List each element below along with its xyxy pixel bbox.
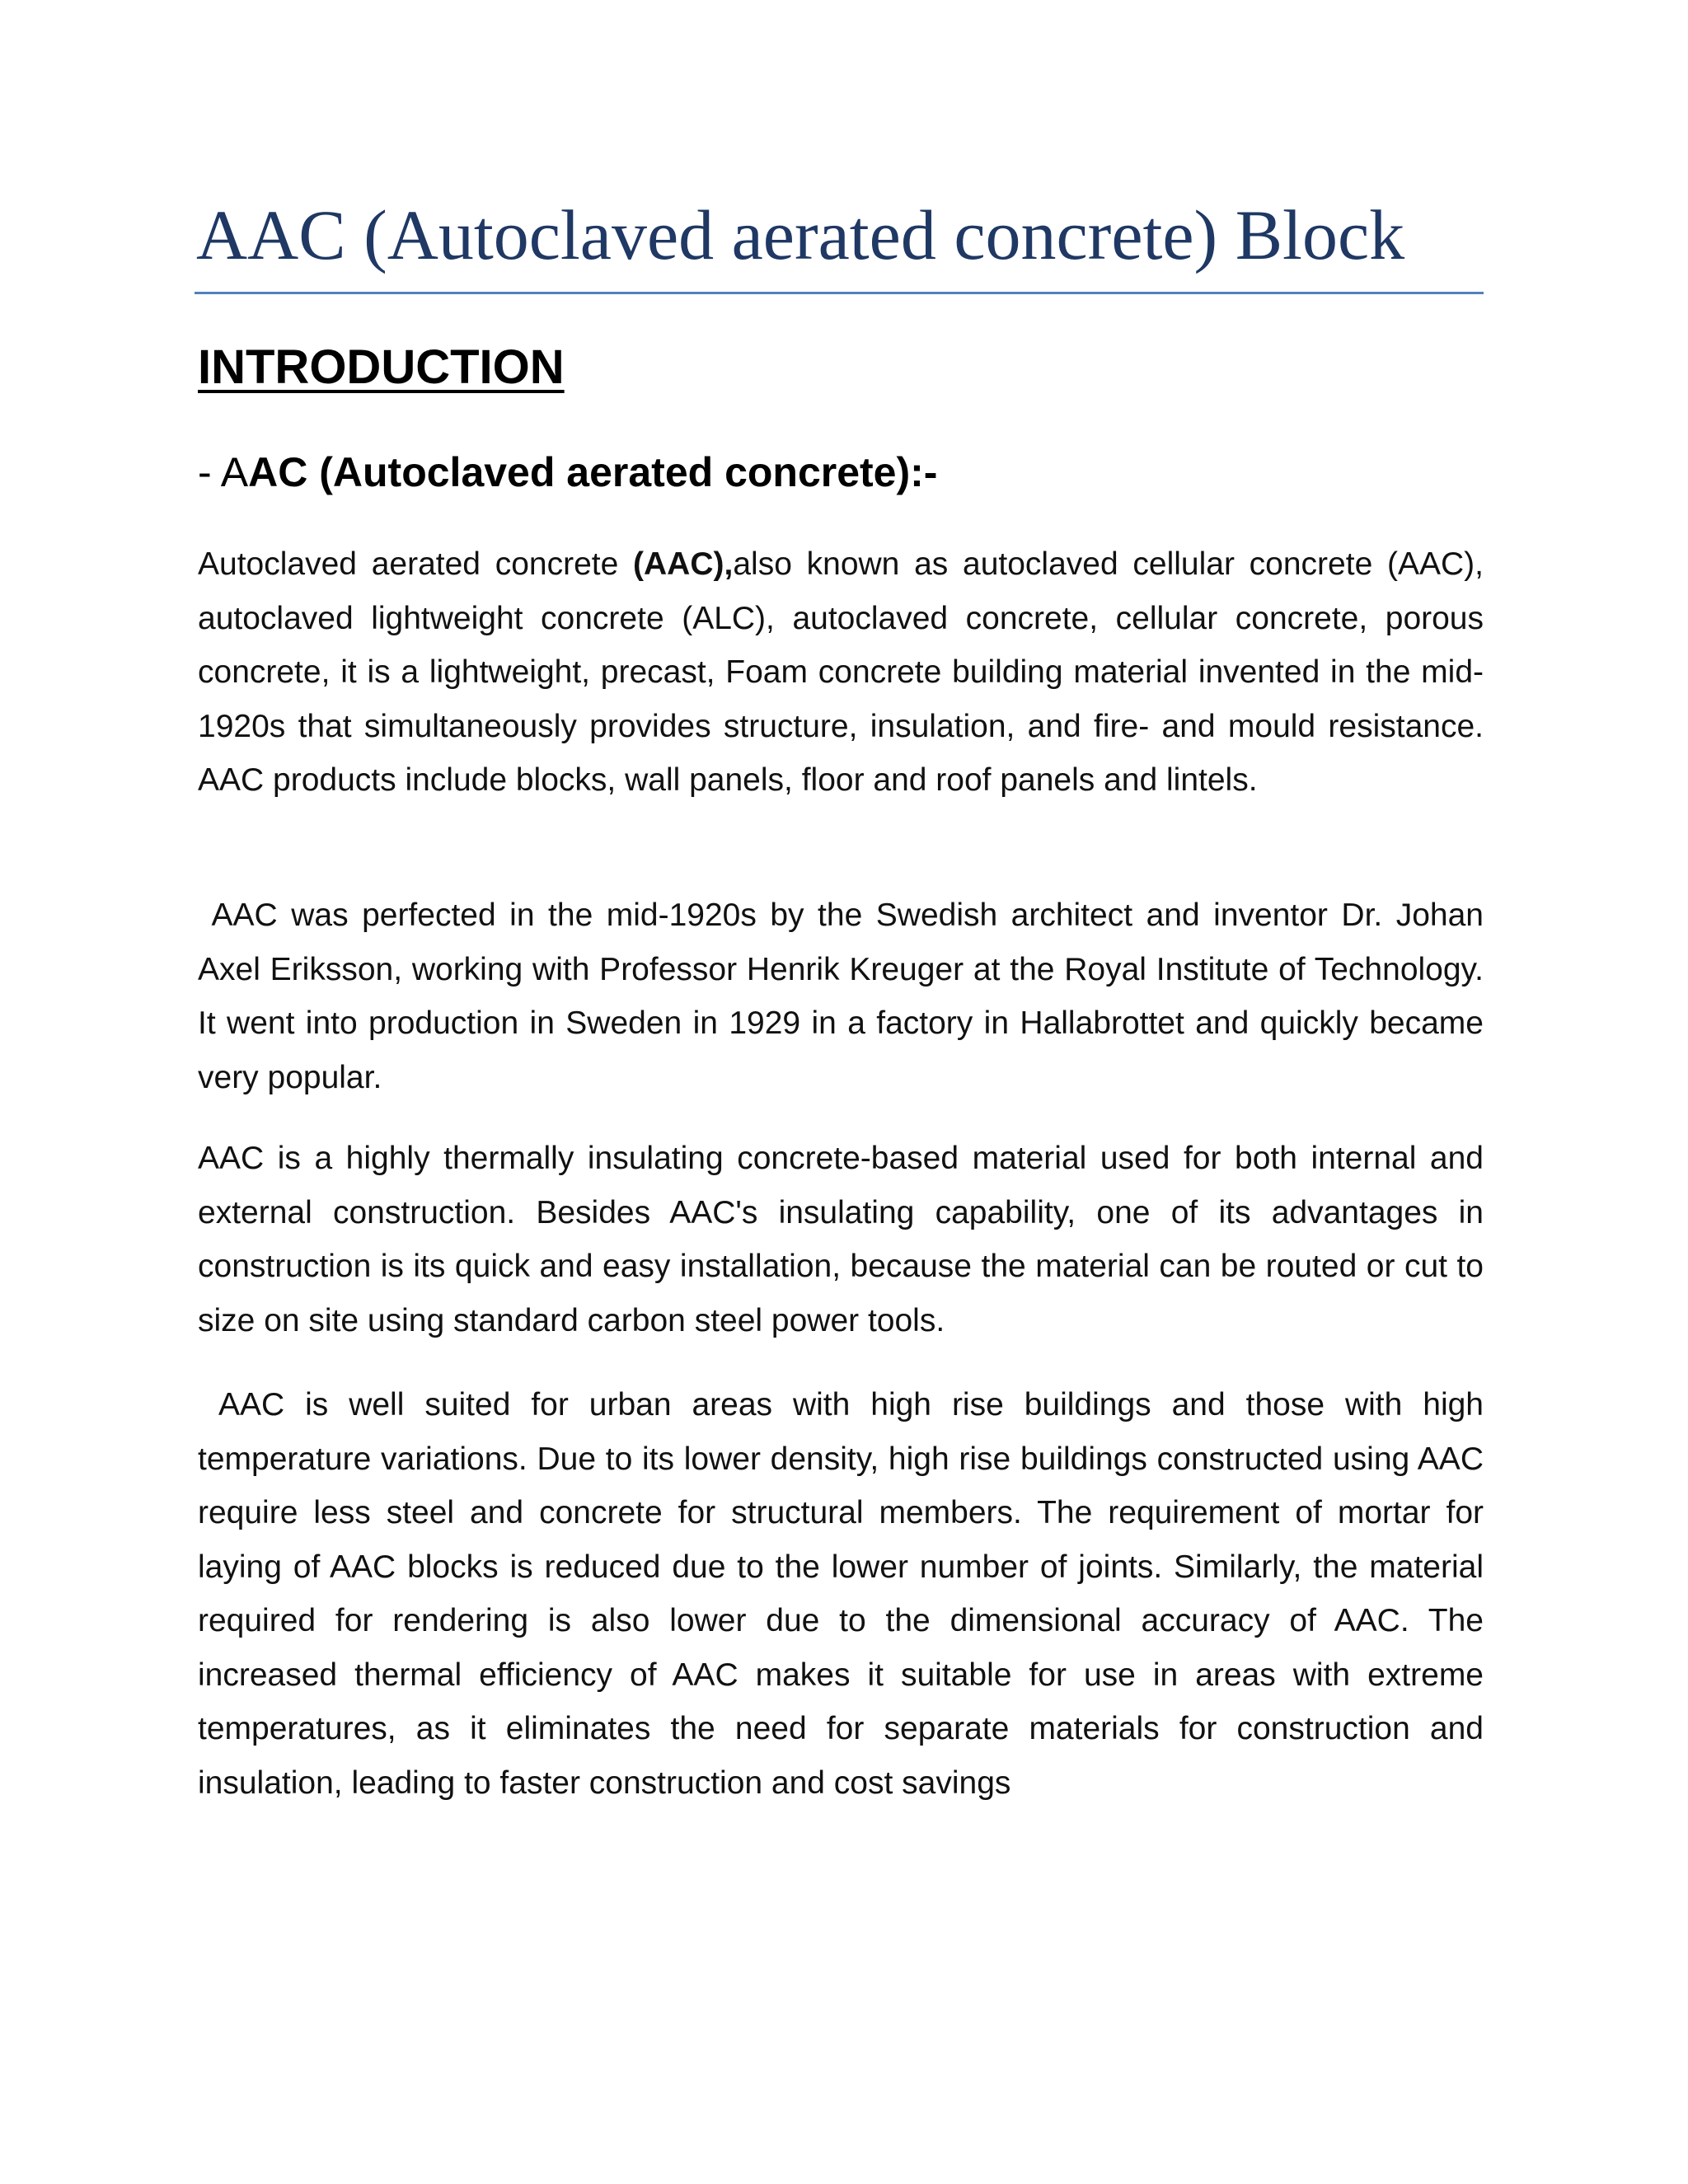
title-underline-rule	[195, 292, 1484, 294]
paragraph-urban-use: AAC is well suited for urban areas with high rise buildings and those with high temperature variations. Due to its lower density, high rise buildings constructed using AAC require less steel and concrete for structural members. The requirement of mortar for laying of AAC blocks is reduced due to the lower number of joints. Similarly, the material required for rendering is also lower due to the dimensional accuracy of AAC. The increased thermal efficiency of AAC makes it suitable for use in areas with extreme temperatures, as it eliminates the need for separate materials for construction and insulation, leading to faster construction and cost savings	[198, 1387, 1493, 1801]
paragraph-definition	[198, 537, 1484, 808]
paragraph-1-rest: also known as autoclaved cellular concrete (AAC), autoclaved lightweight concrete (ALC), autoclaved concrete, cellular concrete, porous concrete, it is a lightweight, precast, Foam concrete building material invented in the mid-1920s that simultaneously provides structure, insulation, and fire- and mould resistance. AAC products include blocks, wall panels, floor and roof panels and lintels.	[198, 546, 1484, 798]
subheading-bold-text: AC (Autoclaved aerated concrete):-	[248, 449, 938, 495]
paragraph-history: AAC was perfected in the mid-1920s by the Swedish architect and inventor Dr. Johan Axel Eriksson, working with Professor Henrik Kreuger at the Royal Institute of Technology. It went into production in Sweden in 1929 in a factory in Hallabrottet and quickly became very popular.	[198, 898, 1493, 1095]
document-title: AAC (Autoclaved aerated concrete) Block	[196, 195, 1405, 274]
subheading-aac	[198, 443, 937, 501]
subheading-prefix: - A	[198, 449, 249, 495]
paragraph-1-lead: Autoclaved aerated concrete	[198, 546, 634, 582]
section-heading-introduction: INTRODUCTION	[198, 340, 565, 394]
paragraph-insulation: AAC is a highly thermally insulating concrete-based material used for both internal and external construction. Besides AAC's insulating capability, one of its advantages in construction is its quick and easy installation, because the material can be routed or cut to size on site using standard carbon steel power tools.	[198, 1141, 1484, 1338]
paragraph-1-bold-abbreviation: (AAC),	[633, 546, 734, 582]
